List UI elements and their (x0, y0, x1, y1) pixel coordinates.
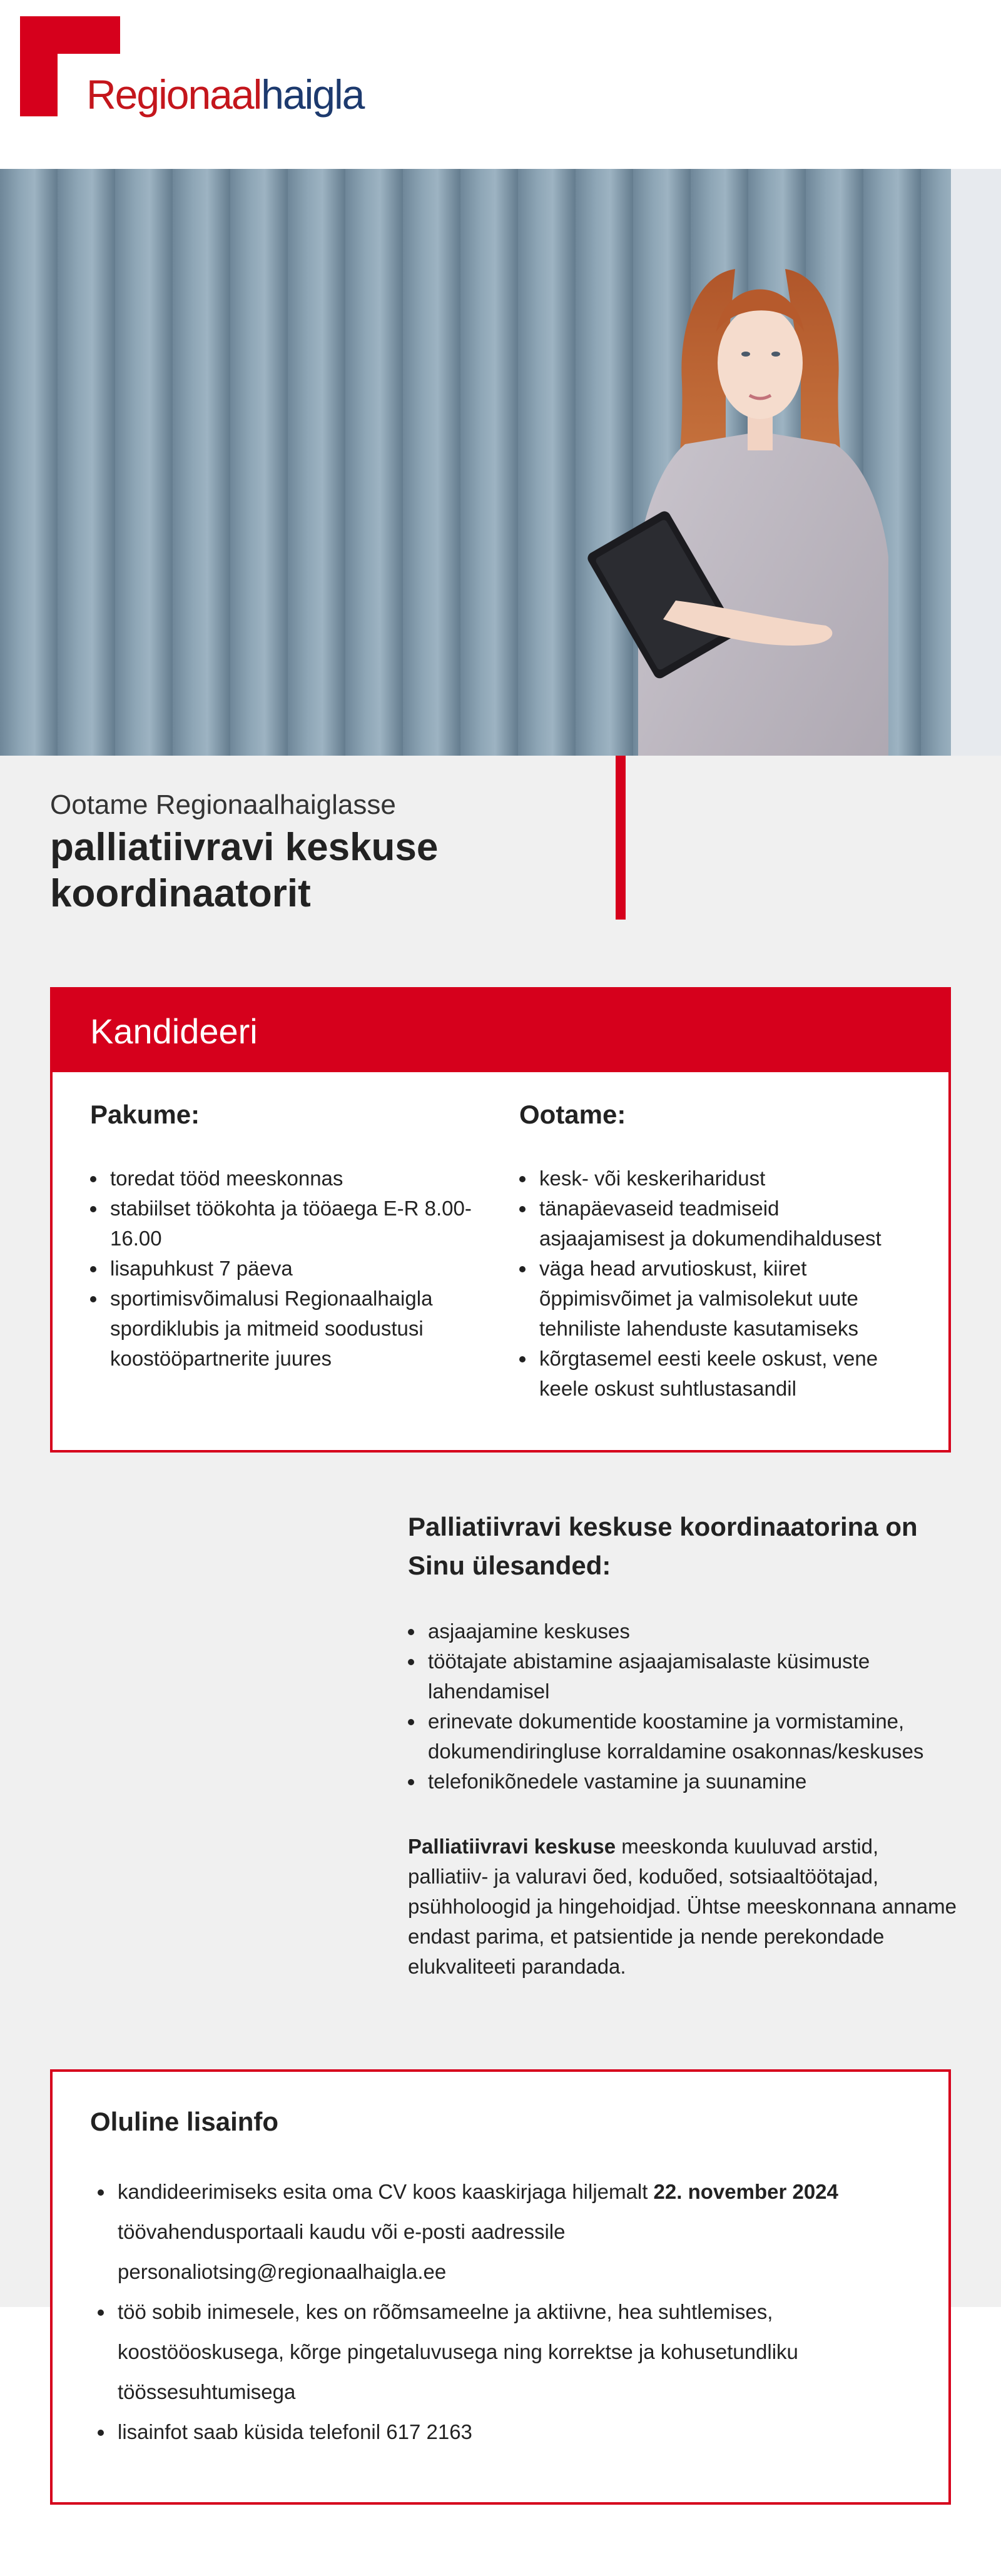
info-heading: Oluline lisainfo (90, 2107, 279, 2136)
expect-list (519, 1164, 907, 1404)
expect-item: kõrgtasemel eesti keele oskust, vene keele oskust suhtlustasandil (519, 1344, 907, 1404)
expect-item: kesk- või keskeriharidust (519, 1164, 907, 1194)
page-subtitle: Ootame Regionaalhaiglasse (50, 789, 396, 820)
tasks-heading: Palliatiivravi keskuse koordinaatorina on Sinu ülesanded: (408, 1512, 918, 1580)
offer-list (90, 1164, 478, 1374)
offer-item: sportimisvõimalusi Regionaalhaigla spordiklubis ja mitmeid soodustusi koostööpartnerite juures (90, 1284, 478, 1374)
offer-column (90, 1100, 478, 1374)
title-accent-bar (616, 756, 626, 920)
info-item-application-text: kandideerimiseks esita oma CV koos kaaskirjaga hiljemalt (118, 2180, 654, 2203)
page-title: palliatiivravi keskuse koordinaatorit (50, 826, 439, 915)
expect-column (519, 1100, 907, 1404)
info-item-application (90, 2172, 878, 2292)
offer-item: lisapuhkust 7 päeva (90, 1254, 478, 1284)
info-list (90, 2172, 878, 2452)
apply-header[interactable] (53, 990, 948, 1072)
task-item: telefonikõnedele vastamine ja suunamine (408, 1767, 958, 1797)
expect-heading: Ootame: (519, 1100, 626, 1129)
tasks-section (408, 1508, 958, 1982)
info-item-phone[interactable]: lisainfot saab küsida telefonil 617 2163 (90, 2412, 878, 2452)
logo-text[interactable] (86, 71, 364, 118)
deadline-date: 22. november 2024 (653, 2180, 838, 2203)
task-item: erinevate dokumentide koostamine ja vormistamine, dokumendiringluse korraldamine osakonnas/keskuses (408, 1706, 958, 1767)
apply-button[interactable]: Kandideeri (90, 1012, 258, 1051)
task-item: asjaajamine keskuses (408, 1616, 958, 1646)
offer-expect-card (50, 987, 951, 1453)
info-item-application-contact[interactable]: töövahendusportaali kaudu või e-posti aadressile personaliotsing@regionaalhaigla.ee (118, 2220, 566, 2283)
task-item: töötajate abistamine asjaajamisalaste küsimuste lahendamisel (408, 1646, 958, 1706)
info-item-profile: töö sobib inimesele, kes on rõõmsameelne ja aktiivne, hea suhtlemises, koostööoskusega, kõrge pingetaluvusega ning korrektse ja kohusetundliku töössesuhtumisega (90, 2292, 878, 2412)
offer-item: toredat tööd meeskonnas (90, 1164, 478, 1194)
team-description-text: meeskonda kuuluvad arstid, palliatiiv- ja valuravi õed, koduõed, sotsiaaltöötajad, psühholoogid ja hingehoidjad. Ühtse meeskonnana anname endast parima, et patsientide ja nende perekondade elukvaliteeti parandada. (408, 1835, 957, 1978)
info-card (50, 2069, 951, 2505)
team-description-bold: Palliatiivravi keskuse (408, 1835, 616, 1858)
tasks-list (408, 1616, 958, 1797)
offer-item: stabiilset töökohta ja tööaega E-R 8.00-16.00 (90, 1194, 478, 1254)
logo-text-red: Regionaal (86, 71, 262, 118)
team-description (408, 1832, 958, 1982)
header (0, 0, 1001, 169)
expect-item: väga head arvutioskust, kiiret õppimisvõimet ja valmisolekut uute tehniliste lahenduste kasutamiseks (519, 1254, 907, 1344)
expect-item: tänapäevaseid teadmiseid asjaajamisest ja dokumendihaldusest (519, 1194, 907, 1254)
offer-heading: Pakume: (90, 1100, 200, 1129)
logo-text-blue: haigla (261, 71, 364, 118)
